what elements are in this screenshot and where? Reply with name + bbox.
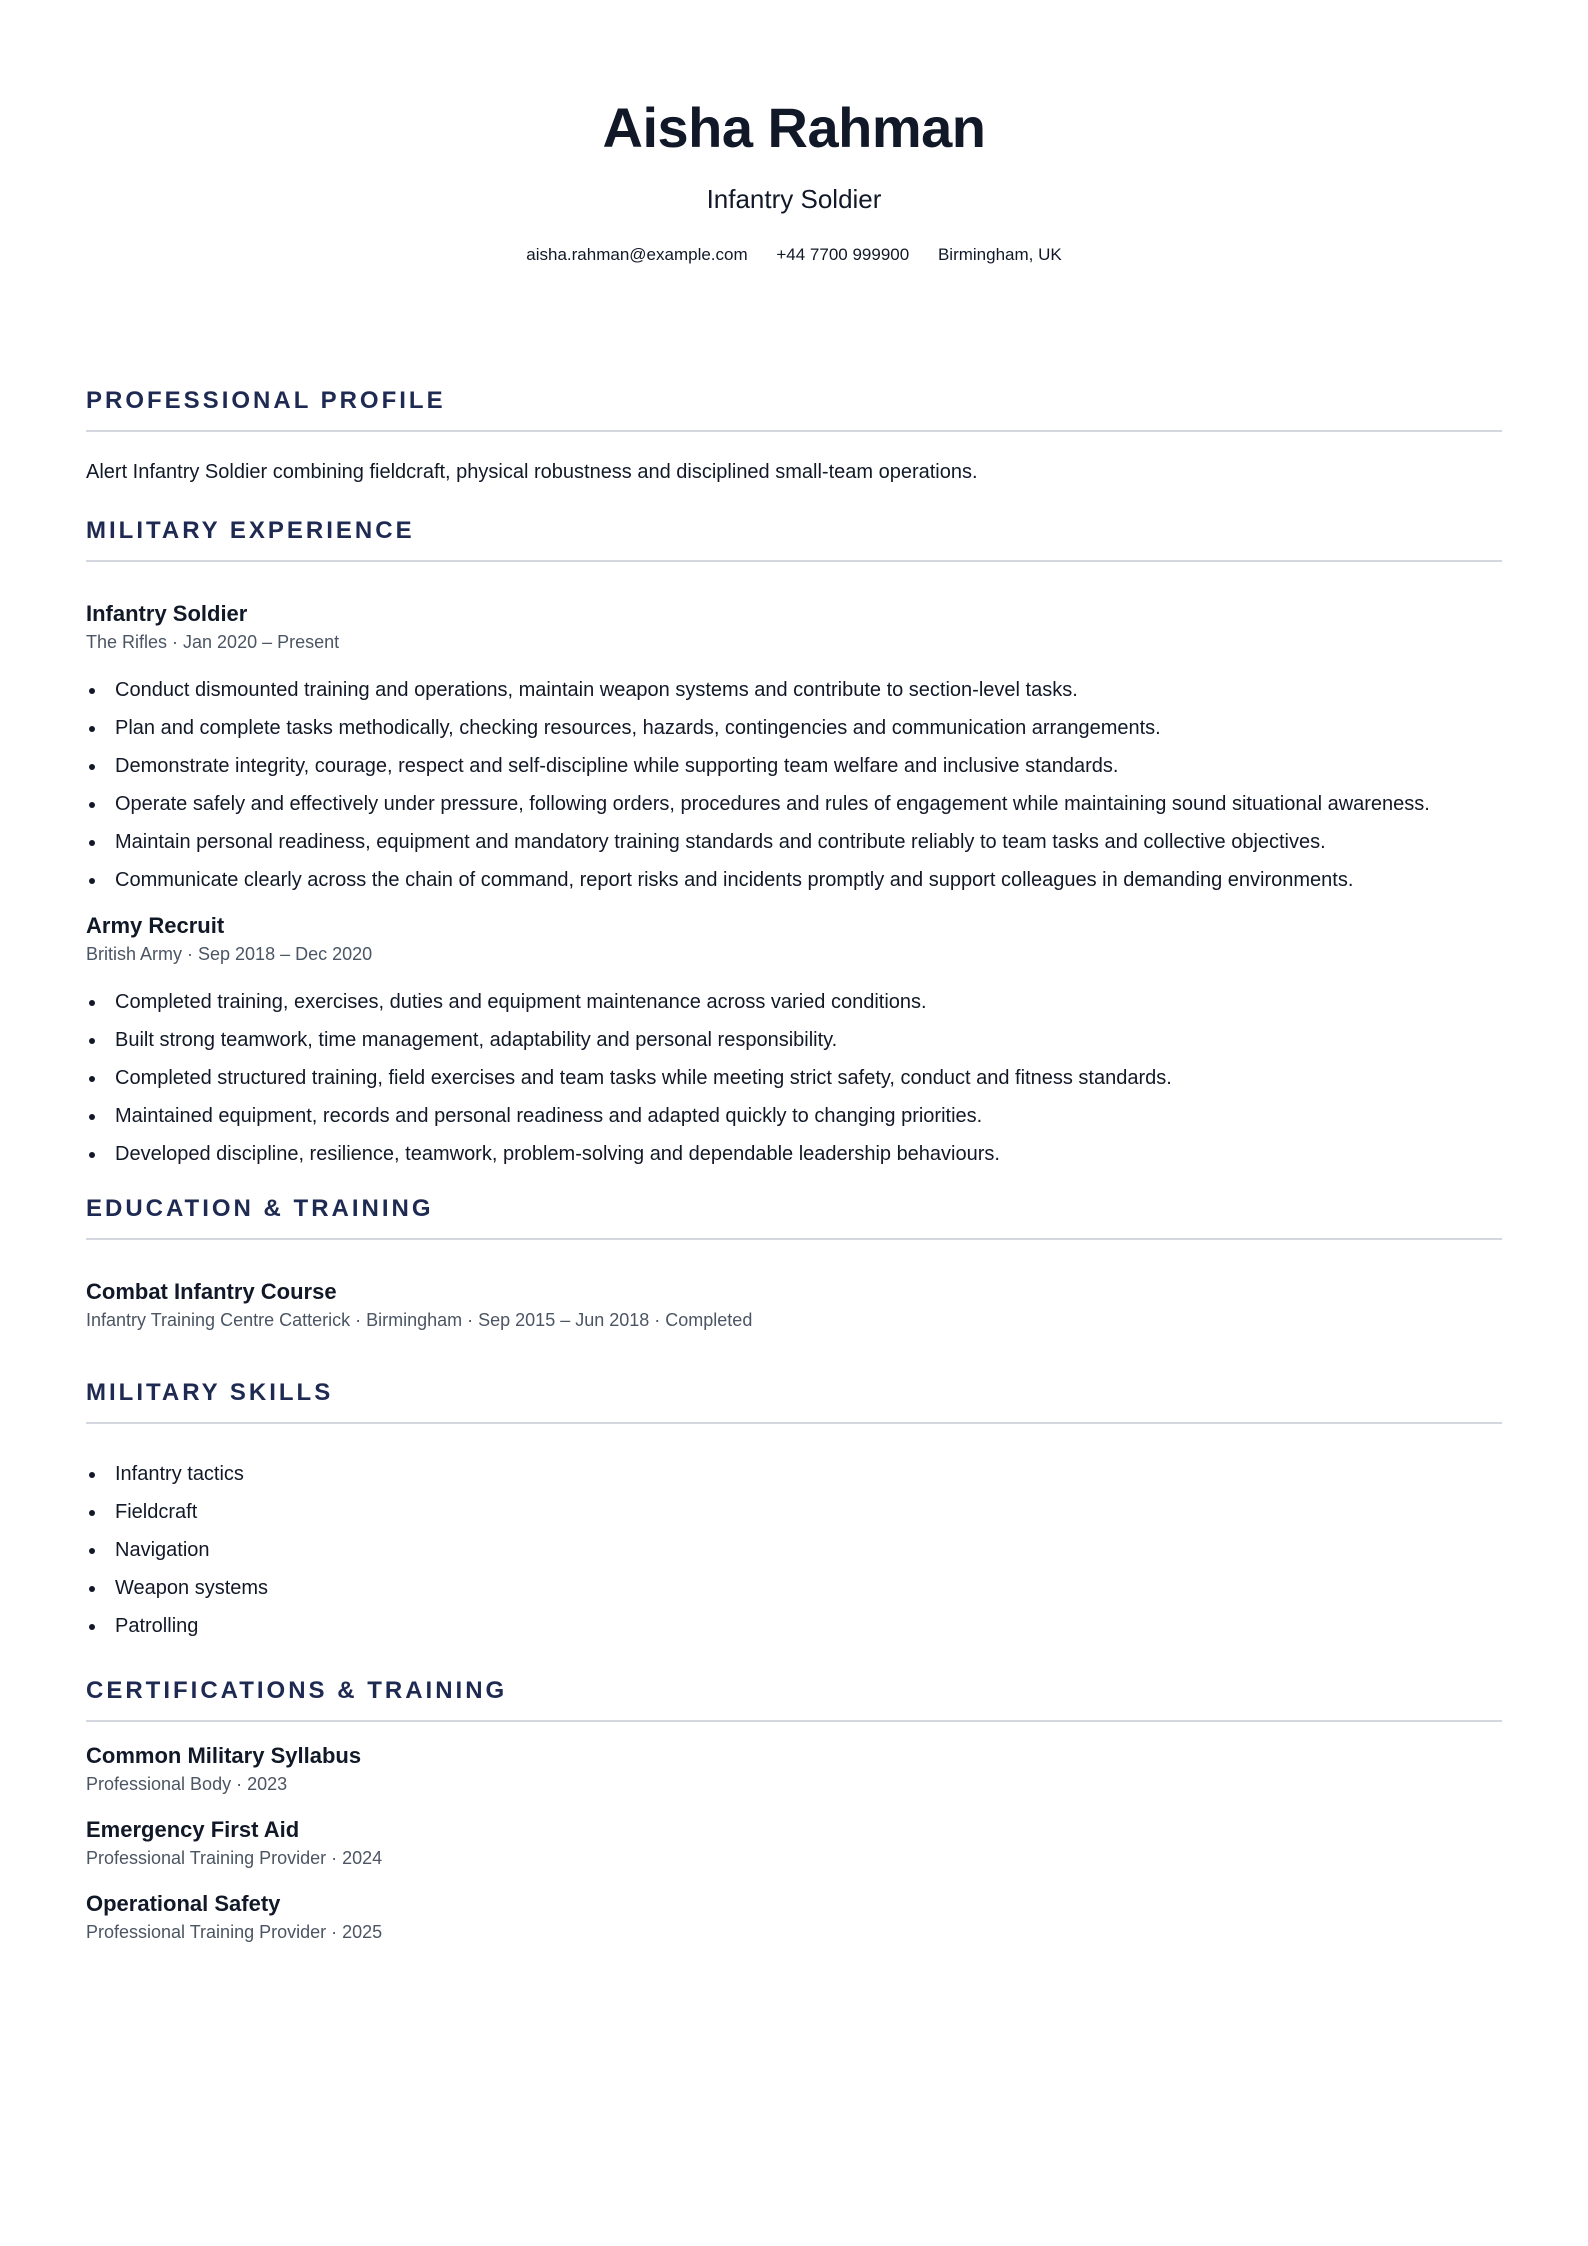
certification-entry: [86, 1816, 1502, 1870]
job-entry: [86, 600, 1502, 894]
section-education: [86, 1194, 1502, 1332]
education-entry: [86, 1278, 1502, 1332]
certification-meta: Professional Training Provider · 2025: [86, 1922, 383, 1942]
section-certifications: [86, 1676, 1502, 1944]
job-entry-meta: British Army · Sep 2018 – Dec 2020: [86, 944, 373, 964]
contact-line: [86, 244, 1502, 266]
certification-title: Emergency First Aid: [86, 1817, 300, 1842]
job-bullets: [86, 988, 1502, 1168]
list-item: Demonstrate integrity, courage, respect and self-discipline while supporting team welfare and inclusive standards.: [86, 752, 1502, 780]
certification-meta: Professional Training Provider · 2024: [86, 1848, 383, 1868]
contact-email: aisha.rahman@example.com: [526, 245, 748, 264]
skills-list: [86, 1460, 1502, 1640]
skill-item: Navigation: [86, 1536, 1502, 1564]
section-heading-education: EDUCATION & TRAINING: [86, 1194, 1502, 1240]
section-heading-certifications: CERTIFICATIONS & TRAINING: [86, 1676, 1502, 1722]
skill-item: Fieldcraft: [86, 1498, 1502, 1526]
list-item: Maintained equipment, records and personal readiness and adapted quickly to changing priorities.: [86, 1102, 1502, 1130]
education-entry-meta: Infantry Training Centre Catterick · Birmingham · Sep 2015 – Jun 2018 · Completed: [86, 1310, 753, 1330]
section-profile: [86, 386, 1502, 486]
certification-meta: Professional Body · 2023: [86, 1774, 288, 1794]
list-item: Conduct dismounted training and operations, maintain weapon systems and contribute to section-level tasks.: [86, 676, 1502, 704]
job-entry-title: Infantry Soldier: [86, 601, 248, 626]
certification-title: Operational Safety: [86, 1891, 281, 1916]
job-entry: [86, 912, 1502, 1168]
list-item: Communicate clearly across the chain of command, report risks and incidents promptly and support colleagues in demanding environments.: [86, 866, 1502, 894]
list-item: Completed training, exercises, duties and equipment maintenance across varied conditions.: [86, 988, 1502, 1016]
job-bullets: [86, 676, 1502, 894]
section-heading-skills: MILITARY SKILLS: [86, 1378, 1502, 1424]
list-item: Developed discipline, resilience, teamwork, problem-solving and dependable leadership behaviours.: [86, 1140, 1502, 1168]
certification-entry: [86, 1890, 1502, 1944]
skill-item: Infantry tactics: [86, 1460, 1502, 1488]
job-entry-title: Army Recruit: [86, 913, 225, 938]
job-entry-meta: The Rifles · Jan 2020 – Present: [86, 632, 340, 652]
profile-summary: Alert Infantry Soldier combining fieldcraft, physical robustness and disciplined small-team operations.: [86, 461, 978, 483]
resume-header: [86, 0, 1502, 266]
certification-title: Common Military Syllabus: [86, 1743, 362, 1768]
education-entry-title: Combat Infantry Course: [86, 1279, 337, 1304]
section-heading-experience: MILITARY EXPERIENCE: [86, 516, 1502, 562]
list-item: Completed structured training, field exercises and team tasks while meeting strict safety, conduct and fitness standards.: [86, 1064, 1502, 1092]
list-item: Plan and complete tasks methodically, checking resources, hazards, contingencies and communication arrangements.: [86, 714, 1502, 742]
section-heading-profile: PROFESSIONAL PROFILE: [86, 386, 1502, 432]
list-item: Operate safely and effectively under pressure, following orders, procedures and rules of engagement while maintaining sound situational awareness.: [86, 790, 1502, 818]
list-item: Built strong teamwork, time management, adaptability and personal responsibility.: [86, 1026, 1502, 1054]
candidate-name: Aisha Rahman: [602, 96, 986, 159]
job-title: Infantry Soldier: [706, 184, 882, 214]
contact-phone: +44 7700 999900: [776, 245, 910, 264]
contact-location: Birmingham, UK: [937, 245, 1062, 264]
skill-item: Patrolling: [86, 1612, 1502, 1640]
skill-item: Weapon systems: [86, 1574, 1502, 1602]
certification-entry: [86, 1742, 1502, 1796]
section-experience: [86, 516, 1502, 1168]
list-item: Maintain personal readiness, equipment and mandatory training standards and contribute reliably to team tasks and collective objectives.: [86, 828, 1502, 856]
section-skills: [86, 1378, 1502, 1640]
